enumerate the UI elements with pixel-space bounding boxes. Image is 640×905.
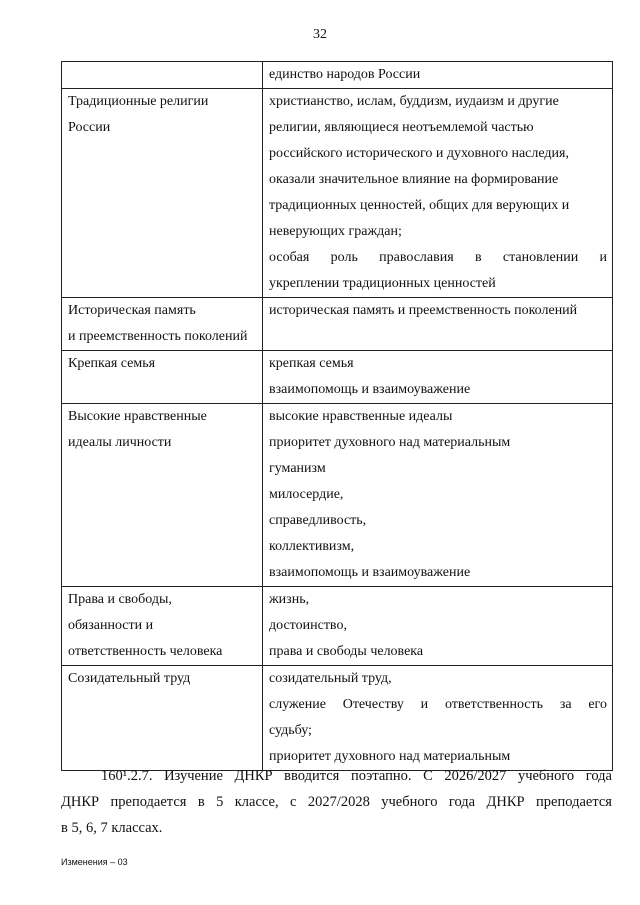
cell-line: справедливость, <box>269 513 367 528</box>
cell-line: религии, являющиеся неотъемлемой частью <box>269 120 534 135</box>
cell-line: единство народов России <box>269 67 421 82</box>
value-content-cell <box>263 666 613 771</box>
cell-line: христианство, ислам, буддизм, иудаизм и другие <box>269 94 559 109</box>
cell-line: Высокие нравственные <box>68 409 207 424</box>
cell-line: ответственность человека <box>68 644 223 659</box>
paragraph-2-7 <box>61 763 612 841</box>
value-category-cell <box>62 666 263 771</box>
cell-line: историческая память и преемственность поколений <box>269 303 578 318</box>
table-row <box>62 298 613 351</box>
cell-line: российского исторического и духовного наследия, <box>269 146 569 161</box>
cell-line: созидательный труд, <box>269 671 392 686</box>
cell-line: России <box>68 120 111 135</box>
table-row <box>62 404 613 587</box>
value-content-cell <box>263 404 613 587</box>
cell-line: Крепкая семья <box>68 356 156 371</box>
cell-line: приоритет духовного над материальным <box>269 435 511 450</box>
value-content-cell <box>263 298 613 351</box>
table-row <box>62 351 613 404</box>
cell-line: гуманизм <box>269 461 326 476</box>
value-category-cell <box>62 62 263 89</box>
paragraph-line-2: ДНКР преподается в 5 классе, с 2027/2028 учебного года ДНКР преподается <box>61 794 612 810</box>
cell-line: коллективизм, <box>269 539 355 554</box>
cell-line: крепкая семья <box>269 356 354 371</box>
table-body <box>62 62 613 771</box>
table-row <box>62 666 613 771</box>
value-category-cell <box>62 89 263 298</box>
cell-line: обязанности и <box>68 618 154 633</box>
cell-line: служение Отечеству и ответственность за его <box>269 697 607 712</box>
cell-line: взаимопомощь и взаимоуважение <box>269 382 471 397</box>
cell-line: особая роль православия в становлении и <box>269 250 607 265</box>
cell-line: взаимопомощь и взаимоуважение <box>269 565 471 580</box>
value-category-cell <box>62 404 263 587</box>
footer-changes: Изменения – 03 <box>61 857 128 867</box>
table-row <box>62 587 613 666</box>
table-row <box>62 62 613 89</box>
value-content-cell <box>263 587 613 666</box>
value-content-cell <box>263 62 613 89</box>
cell-line: приоритет духовного над материальным <box>269 749 511 764</box>
cell-line: жизнь, <box>269 592 310 607</box>
cell-line: Историческая память <box>68 303 196 318</box>
value-category-cell <box>62 351 263 404</box>
cell-line: высокие нравственные идеалы <box>269 409 453 424</box>
cell-line: идеалы личности <box>68 435 172 450</box>
cell-line: Созидательный труд <box>68 671 191 686</box>
cell-line: и преемственность поколений <box>68 329 248 344</box>
cell-line: неверующих граждан; <box>269 224 402 239</box>
cell-line: укреплении традиционных ценностей <box>269 276 496 291</box>
paragraph-line-3: в 5, 6, 7 классах. <box>61 820 163 836</box>
cell-line: достоинство, <box>269 618 347 633</box>
value-content-cell <box>263 351 613 404</box>
value-category-cell <box>62 298 263 351</box>
page-number: 32 <box>313 27 327 42</box>
value-category-cell <box>62 587 263 666</box>
paragraph-line-1: 160¹.2.7. Изучение ДНКР вводится поэтапно. С 2026/2027 учебного года <box>101 768 612 784</box>
cell-line: Традиционные религии <box>68 94 209 109</box>
cell-line: судьбу; <box>269 723 312 738</box>
cell-line: традиционных ценностей, общих для верующих и <box>269 198 570 213</box>
table-row <box>62 89 613 298</box>
value-content-cell <box>263 89 613 298</box>
cell-line: милосердие, <box>269 487 344 502</box>
cell-line: права и свободы человека <box>269 644 424 659</box>
values-table <box>61 61 613 771</box>
cell-line: Права и свободы, <box>68 592 172 607</box>
cell-line: оказали значительное влияние на формирование <box>269 172 559 187</box>
